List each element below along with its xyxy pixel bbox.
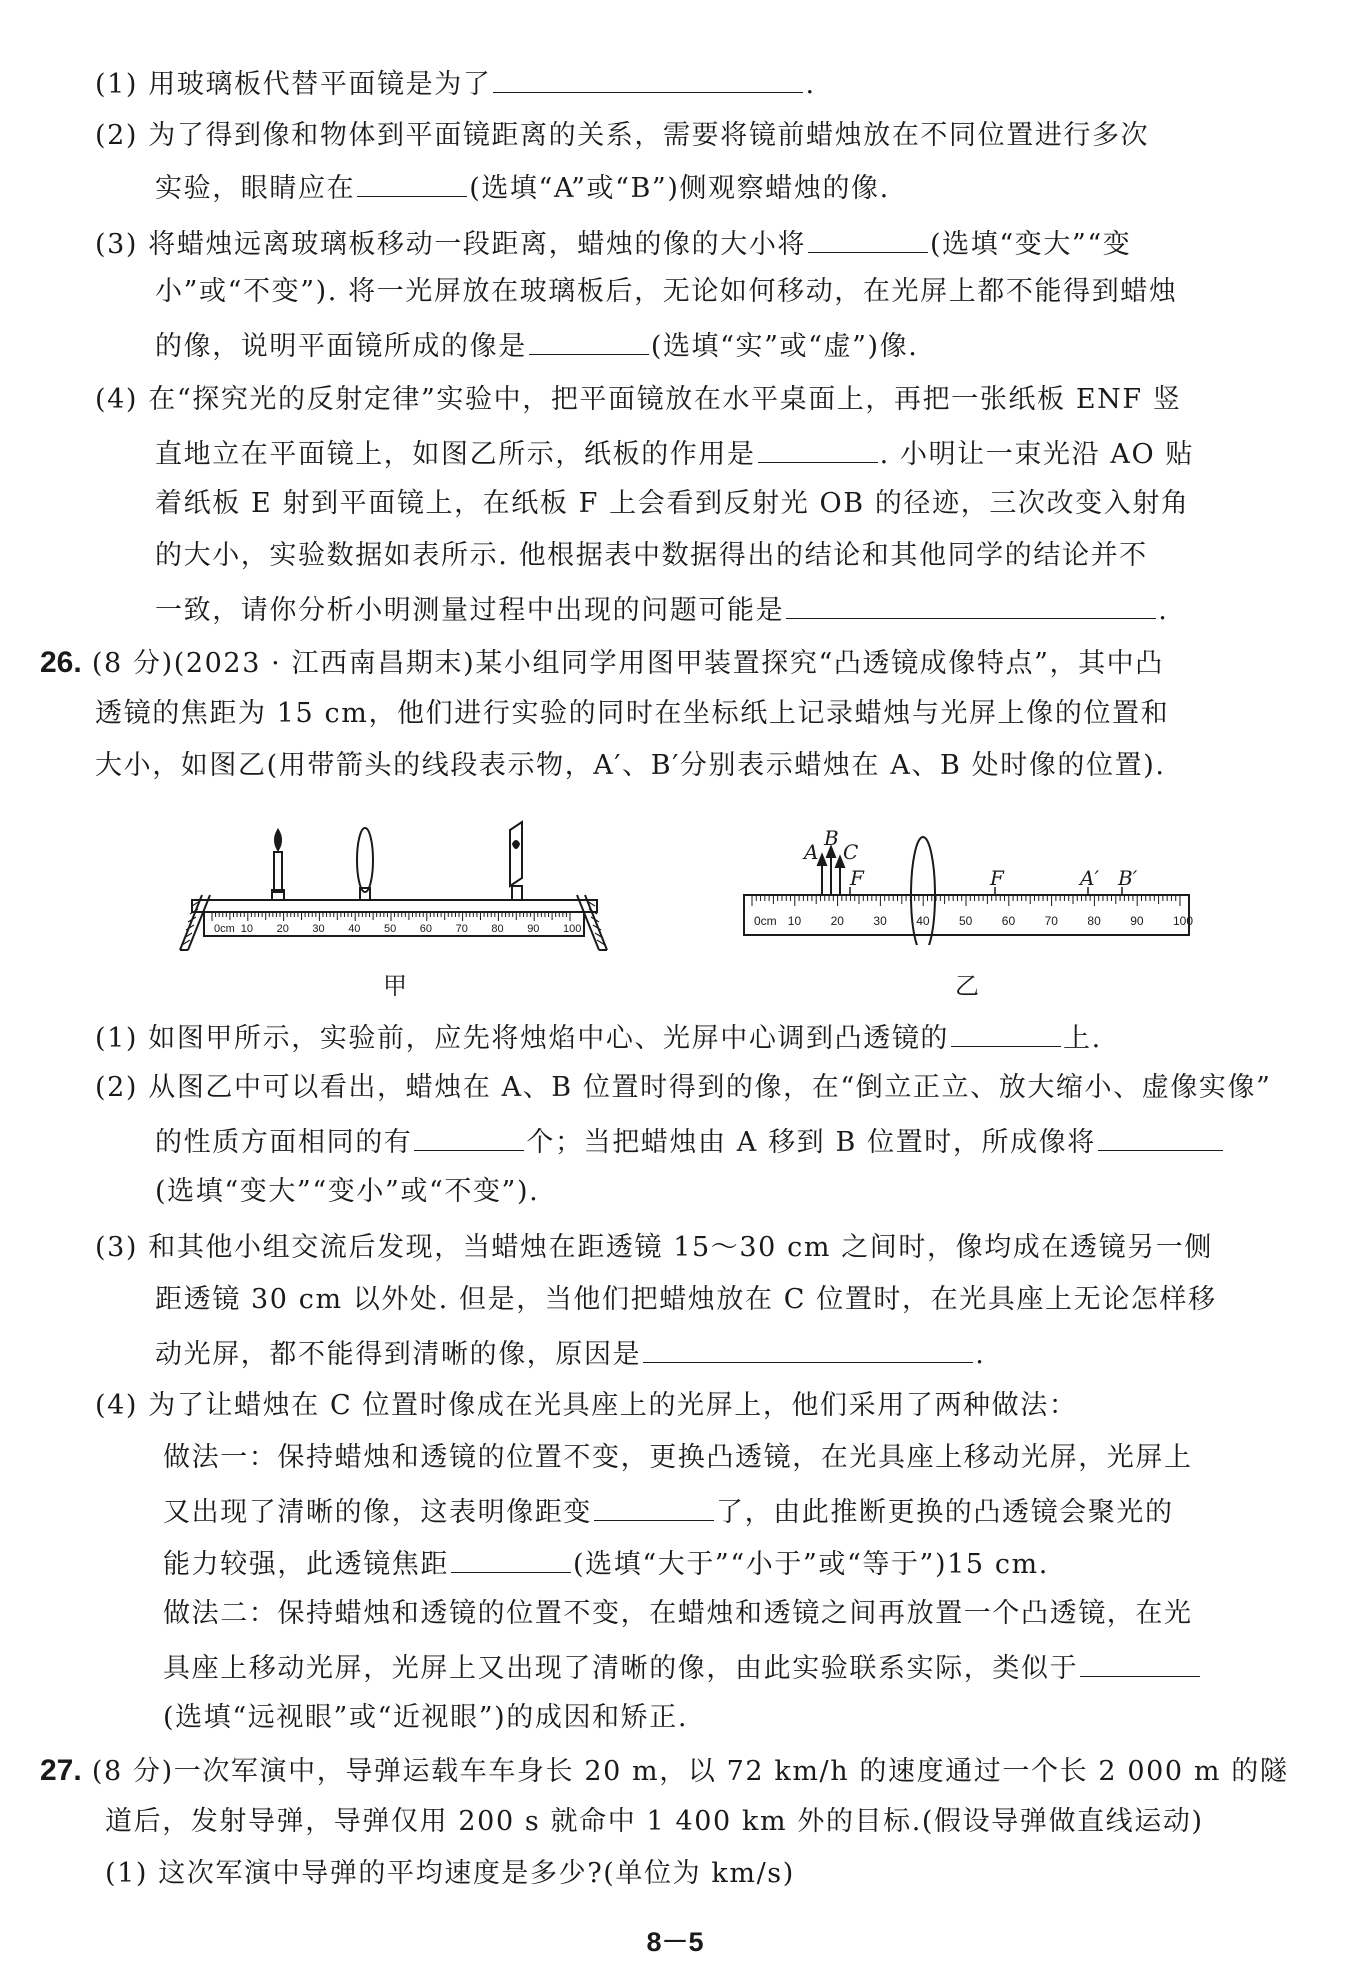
- lens-outline: [911, 837, 935, 945]
- figure-yi-ruler: [740, 825, 1200, 945]
- label-a: A: [804, 840, 819, 864]
- q25-part4-line5: 一致，请你分析小明测量过程中出现的问题可能是 .: [155, 595, 1169, 626]
- jia-ruler-labels: [214, 923, 581, 935]
- q25-part2-line2: 实验，眼睛应在 (选填“A”或“B”)侧观察蜡烛的像.: [155, 173, 890, 204]
- q27-intro-line2: 道后，发射导弹，导弹仅用 200 s 就命中 1 400 km 外的目标.(假设导弹做直线运动): [105, 1806, 1204, 1837]
- ruler-tick-label: 80: [1087, 914, 1101, 928]
- ruler-tick-label: 30: [873, 914, 887, 928]
- q26-part3-line1: (3) 和其他小组交流后发现，当蜡烛在距透镜 15～30 cm 之间时，像均成在透镜另一侧: [95, 1232, 1214, 1263]
- figure-jia-optical-bench: [170, 800, 620, 960]
- ruler-tick-label: 30: [312, 923, 325, 935]
- answer-blank[interactable]: [594, 1496, 714, 1521]
- q25-part4-line2: 直地立在平面镜上，如图乙所示，纸板的作用是 . 小明让一束光沿 AO 贴: [155, 439, 1194, 470]
- figure-yi-caption: 乙: [955, 972, 979, 1000]
- q25-part2-line1: (2) 为了得到像和物体到平面镜距离的关系，需要将镜前蜡烛放在不同位置进行多次: [95, 120, 1150, 151]
- q25-part3-line3: 的像，说明平面镜所成的像是 (选填“实”或“虚”)像.: [155, 331, 919, 362]
- page-number: 8－5: [646, 1927, 704, 1957]
- q27-intro-line1: 27. (8 分)一次军演中，导弹运载车车身长 20 m，以 72 km/h 的速度通过一个长 2 000 m 的隧: [40, 1754, 1289, 1787]
- label-f-left: F: [850, 866, 864, 890]
- ruler-tick-label: 10: [240, 923, 254, 935]
- ruler-tick-label: 20: [276, 923, 289, 935]
- ruler-tick-label: 100: [1173, 914, 1194, 928]
- ruler-tick-label: 40: [916, 914, 930, 928]
- ruler-tick-label: 0cm: [214, 923, 235, 935]
- yi-ruler-ticks: [752, 895, 1180, 906]
- q26-intro-line1: 26. (8 分)(2023 · 江西南昌期末)某小组同学用图甲装置探究“凸透镜成像特点”，其中凸: [40, 646, 1164, 679]
- ruler-tick-label: 90: [1130, 914, 1144, 928]
- q26-part4-line6: 具座上移动光屏，光屏上又出现了清晰的像，由此实验联系实际，类似于: [163, 1652, 1202, 1682]
- answer-blank[interactable]: [414, 1126, 524, 1151]
- label-c: C: [843, 840, 859, 864]
- ruler-tick-label: 50: [384, 923, 397, 935]
- question-number: 27.: [40, 1754, 82, 1787]
- jia-ruler-ticks: [212, 912, 570, 921]
- q26-part4-line7: (选填“远视眼”或“近视眼”)的成因和矫正.: [163, 1702, 689, 1733]
- q26-intro-line3: 大小，如图乙(用带箭头的线段表示物，A′、B′分别表示蜡烛在 A、B 处时像的位置).: [95, 750, 1166, 781]
- ruler-tick-label: 80: [491, 923, 504, 935]
- q26-intro-line2: 透镜的焦距为 15 cm，他们进行实验的同时在坐标纸上记录蜡烛与光屏上像的位置和: [95, 698, 1170, 729]
- answer-blank[interactable]: [643, 1338, 973, 1363]
- ruler-tick-label: 50: [959, 914, 973, 928]
- answer-blank[interactable]: [451, 1548, 571, 1573]
- answer-blank[interactable]: [357, 172, 467, 197]
- label-b-prime: B′: [1118, 866, 1138, 890]
- ruler-tick-label: 10: [787, 914, 802, 928]
- figure-jia-caption: 甲: [383, 972, 407, 1000]
- yi-ruler-labels: [754, 914, 1193, 928]
- ruler-tick-label: 20: [830, 914, 844, 928]
- answer-blank[interactable]: [951, 1022, 1061, 1047]
- q26-part2-line2: 的性质方面相同的有 个；当把蜡烛由 A 移到 B 位置时，所成像将: [155, 1126, 1225, 1156]
- q26-part4-line2: 做法一：保持蜡烛和透镜的位置不变，更换凸透镜，在光具座上移动光屏，光屏上: [163, 1442, 1193, 1473]
- answer-blank[interactable]: [529, 330, 649, 355]
- q25-part1: (1) 用玻璃板代替平面镜是为了 .: [95, 69, 816, 100]
- q25-part3-line1: (3) 将蜡烛远离玻璃板移动一段距离，蜡烛的像的大小将 (选填“变大”“变: [95, 229, 1132, 260]
- ruler-tick-label: 90: [527, 923, 540, 935]
- q26-part2-line3: (选填“变大”“变小”或“不变”).: [155, 1176, 540, 1207]
- ruler-tick-label: 100: [563, 923, 582, 935]
- q25-part4-line1: (4) 在“探究光的反射定律”实验中，把平面镜放在水平桌面上，再把一张纸板 ENF 竖: [95, 384, 1182, 415]
- answer-blank[interactable]: [1098, 1126, 1223, 1151]
- question-number: 26.: [40, 646, 82, 679]
- ruler-tick-label: 70: [455, 923, 468, 935]
- label-f-right: F: [990, 866, 1004, 890]
- q25-part4-line3: 着纸板 E 射到平面镜上，在纸板 F 上会看到反射光 OB 的径迹，三次改变入射角: [155, 488, 1190, 519]
- q26-part1: (1) 如图甲所示，实验前，应先将烛焰中心、光屏中心调到凸透镜的 上.: [95, 1023, 1102, 1054]
- q26-part4-line1: (4) 为了让蜡烛在 C 位置时像成在光具座上的光屏上，他们采用了两种做法：: [95, 1390, 1078, 1421]
- label-b: B: [824, 826, 839, 850]
- q25-part3-line2: 小”或“不变”). 将一光屏放在玻璃板后，无论如何移动，在光屏上都不能得到蜡烛: [155, 276, 1178, 307]
- q26-part4-line5: 做法二：保持蜡烛和透镜的位置不变，在蜡烛和透镜之间再放置一个凸透镜，在光: [163, 1598, 1193, 1629]
- q26-part2-line1: (2) 从图乙中可以看出，蜡烛在 A、B 位置时得到的像，在“倒立正立、放大缩小、虚像实像”: [95, 1072, 1272, 1103]
- answer-blank[interactable]: [758, 438, 878, 463]
- q27-part1: (1) 这次军演中导弹的平均速度是多少?(单位为 km/s): [105, 1858, 795, 1889]
- answer-blank[interactable]: [1080, 1652, 1200, 1677]
- label-a-prime: A′: [1080, 866, 1099, 890]
- answer-blank[interactable]: [786, 594, 1156, 619]
- ruler-tick-label: 0cm: [754, 914, 777, 928]
- ruler-tick-label: 60: [1001, 914, 1016, 928]
- q26-part4-line4: 能力较强，此透镜焦距 (选填“大于”“小于”或“等于”)15 cm.: [163, 1549, 1049, 1580]
- answer-blank[interactable]: [493, 68, 803, 93]
- q26-part4-line3: 又出现了清晰的像，这表明像距变 了，由此推断更换的凸透镜会聚光的: [163, 1497, 1174, 1528]
- ruler-tick-label: 60: [419, 923, 433, 935]
- answer-blank[interactable]: [808, 228, 928, 253]
- arrowhead: [818, 855, 826, 865]
- q26-part3-line2: 距透镜 30 cm 以外处. 但是，当他们把蜡烛放在 C 位置时，在光具座上无论怎样移: [155, 1284, 1217, 1315]
- q26-part3-line3: 动光屏，都不能得到清晰的像，原因是 .: [155, 1339, 986, 1370]
- ruler-tick-label: 40: [348, 923, 361, 935]
- q25-part4-line4: 的大小，实验数据如表所示. 他根据表中数据得出的结论和其他同学的结论并不: [155, 540, 1148, 571]
- ruler-tick-label: 70: [1044, 914, 1058, 928]
